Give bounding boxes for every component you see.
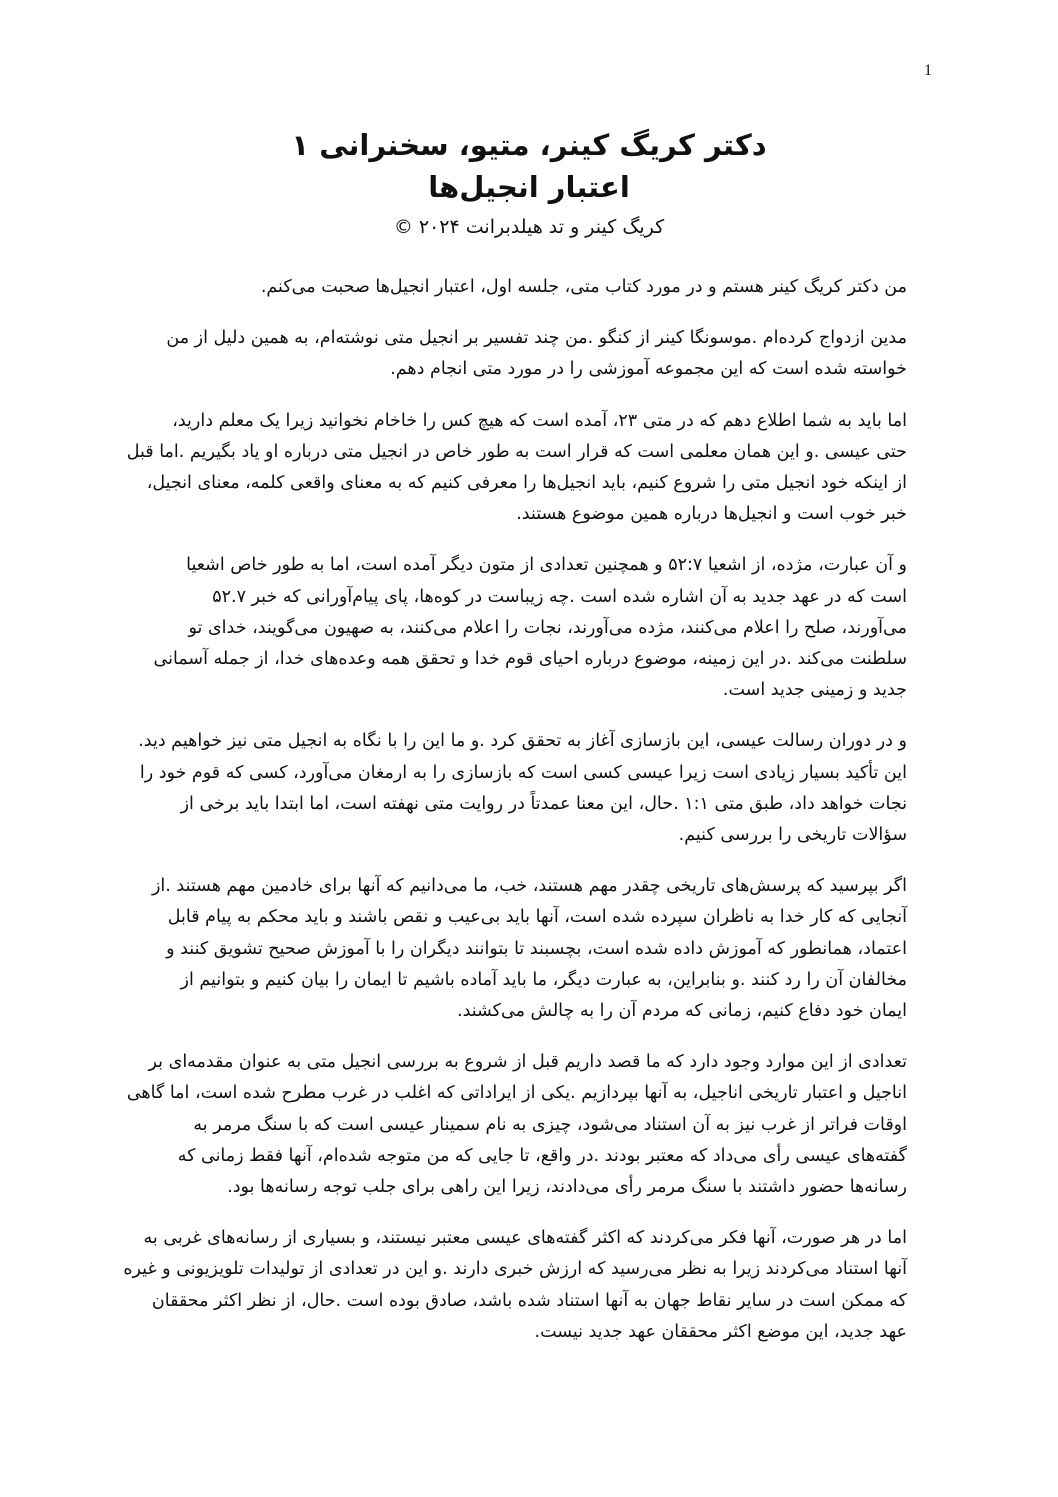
paragraph-line: اما باید به شما اطلاع دهم که در متی ۲۳، آمده است که هیچ کس را خاخام نخوانید زیرا یک معلم دارید، bbox=[172, 410, 907, 431]
paragraph-line: اعتماد، همانطور که آموزش داده شده است، بچسبند تا بتوانند دیگران را با آموزش صحیح تشویق کنند و bbox=[166, 938, 907, 959]
paragraph-line: حتی عیسی .و این همان معلمی است که قرار است به طور خاص در انجیل متی درباره او یاد بگیریم .اما قبل bbox=[126, 441, 907, 462]
paragraph-line: رسانه‌ها حضور داشتند با سنگ مرمر رأی می‌دادند، زیرا این راهی برای جلب توجه رسانه‌ها بود. bbox=[227, 1177, 907, 1198]
paragraph-line: سؤالات تاریخی را بررسی کنیم. bbox=[678, 825, 907, 846]
paragraph-line: و در دوران رسالت عیسی، این بازسازی آغاز به تحقق کرد .و ما این را با نگاه به انجیل متی نیز خواهیم دید. bbox=[138, 731, 907, 752]
paragraph-line: ایمان خود دفاع کنیم، زمانی که مردم آن را به چالش می‌کشند. bbox=[457, 1001, 907, 1022]
paragraph bbox=[125, 871, 907, 1027]
paragraph-line: اما در هر صورت، آنها فکر می‌کردند که اکثر گفته‌های عیسی معتبر نیستند، و بسیاری از رسانه‌های غربی به bbox=[143, 1228, 907, 1249]
paragraph-line: از اینکه خود انجیل متی را شروع کنیم، باید انجیل‌ها را معرفی کنیم که به معنای واقعی کلمه، معنای انجیل، bbox=[146, 473, 907, 494]
paragraph-line: مدین ازدواج کرده‌ام .موسونگا کینر از کنگو .من چند تفسیر بر انجیل متی نوشته‌ام، به همین دلیل از من bbox=[166, 328, 907, 349]
paragraph-line: گفته‌های عیسی رأی می‌داد که معتبر بودند .در واقع، تا جایی که من متوجه شده‌ام، آنها فقط زمانی که bbox=[177, 1145, 907, 1166]
paragraph-line: آنجایی که کار خدا به ناظران سپرده شده است، آنها باید بی‌عیب و نقص باشند و باید محکم به پیام قابل bbox=[167, 907, 907, 928]
paragraph bbox=[125, 550, 907, 706]
paragraph-line: می‌آورند، صلح را اعلام می‌کنند، مژده می‌آورند، نجات را اعلام می‌کنند، به صهیون می‌گویند، خدای تو bbox=[188, 617, 907, 638]
page-number: 1 bbox=[924, 62, 932, 79]
paragraph-line: عهد جدید، این موضع اکثر محققان عهد جدید نیست. bbox=[534, 1321, 907, 1342]
paragraph-line: نجات خواهد داد، طبق متی ۱:۱ .حال، این معنا عمدتاً در روایت متی نهفته است، اما ابتدا باید برخی از bbox=[180, 793, 907, 814]
document-subtitle: اعتبار انجیل‌ها bbox=[428, 170, 630, 204]
paragraph bbox=[125, 1223, 907, 1348]
paragraph-line: این تأکید بسیار زیادی است زیرا عیسی کسی است که بازسازی را به ارمغان می‌آورد، کسی که قوم خود را bbox=[139, 762, 907, 783]
paragraph-line: است که در عهد جدید به آن اشاره شده است .چه زیباست در کوه‌ها، پای پیام‌آورانی که خبر ۵۲.۷ bbox=[212, 586, 907, 607]
paragraph-line: خبر خوب است و انجیل‌ها درباره همین موضوع هستند. bbox=[516, 504, 907, 525]
paragraph-line: اگر بپرسید که پرسش‌های تاریخی چقدر مهم هستند، خب، ما می‌دانیم که آنها برای خادمین مهم هستند .از bbox=[151, 876, 907, 897]
paragraph bbox=[125, 726, 907, 851]
document-body bbox=[125, 272, 907, 1368]
paragraph bbox=[125, 323, 907, 385]
paragraph-line: اوقات فراتر از غرب نیز به آن استناد می‌شود، چیزی به نام سمینار عیسی است که با سنگ مرمر به bbox=[193, 1114, 907, 1135]
paragraph-line: که ممکن است در سایر نقاط جهان به آنها استناد شده باشد، صادق بوده است .حال، از نظر اکثر محققان bbox=[151, 1290, 907, 1311]
paragraph-line: خواسته شده است که این مجموعه آموزشی را در مورد متی انجام دهم. bbox=[390, 359, 907, 380]
paragraph-line: و آن عبارت، مژده، از اشعیا ۵۲:۷ و همچنین تعدادی از متون دیگر آمده است، اما به طور خاص اشعیا bbox=[186, 555, 907, 576]
paragraph-line: تعدادی از این موارد وجود دارد که ما قصد داریم قبل از شروع به بررسی انجیل متی به عنوان مقدمه‌ای بر bbox=[148, 1052, 907, 1073]
paragraph-line: مخالفان آن را رد کنند .و بنابراین، به عبارت دیگر، ما باید آماده باشیم تا ایمان را بیان کنیم و بتوانیم از bbox=[180, 969, 907, 990]
paragraph bbox=[125, 1047, 907, 1203]
paragraph bbox=[125, 272, 907, 303]
paragraph-line: آنها استناد می‌کردند زیرا به نظر می‌رسید که ارزش خبری دارند .و این در تعدادی از تولیدات تلویزیونی و غیره bbox=[123, 1259, 907, 1280]
paragraph-line: اناجیل و اعتبار تاریخی اناجیل، به آنها بپردازیم .یکی از ایراداتی که اغلب در غرب مطرح شده است، اما گاهی bbox=[126, 1083, 907, 1104]
paragraph bbox=[125, 406, 907, 531]
document-title: دکتر کریگ کینر، متیو، سخنرانی ۱ bbox=[291, 128, 767, 162]
paragraph-line: جدید و زمینی جدید است. bbox=[722, 680, 907, 701]
paragraph-line: من دکتر کریگ کینر هستم و در مورد کتاب متی، جلسه اول، اعتبار انجیل‌ها صحبت می‌کنم. bbox=[260, 277, 907, 297]
byline-copyright: کریگ کینر و تد هیلدبرانت ۲۰۲۴ © bbox=[393, 216, 665, 238]
paragraph-line: سلطنت می‌کند .در این زمینه، موضوع درباره احیای قوم خدا و تحقق همه وعده‌های خدا، از جمله آسمانی bbox=[153, 649, 907, 670]
